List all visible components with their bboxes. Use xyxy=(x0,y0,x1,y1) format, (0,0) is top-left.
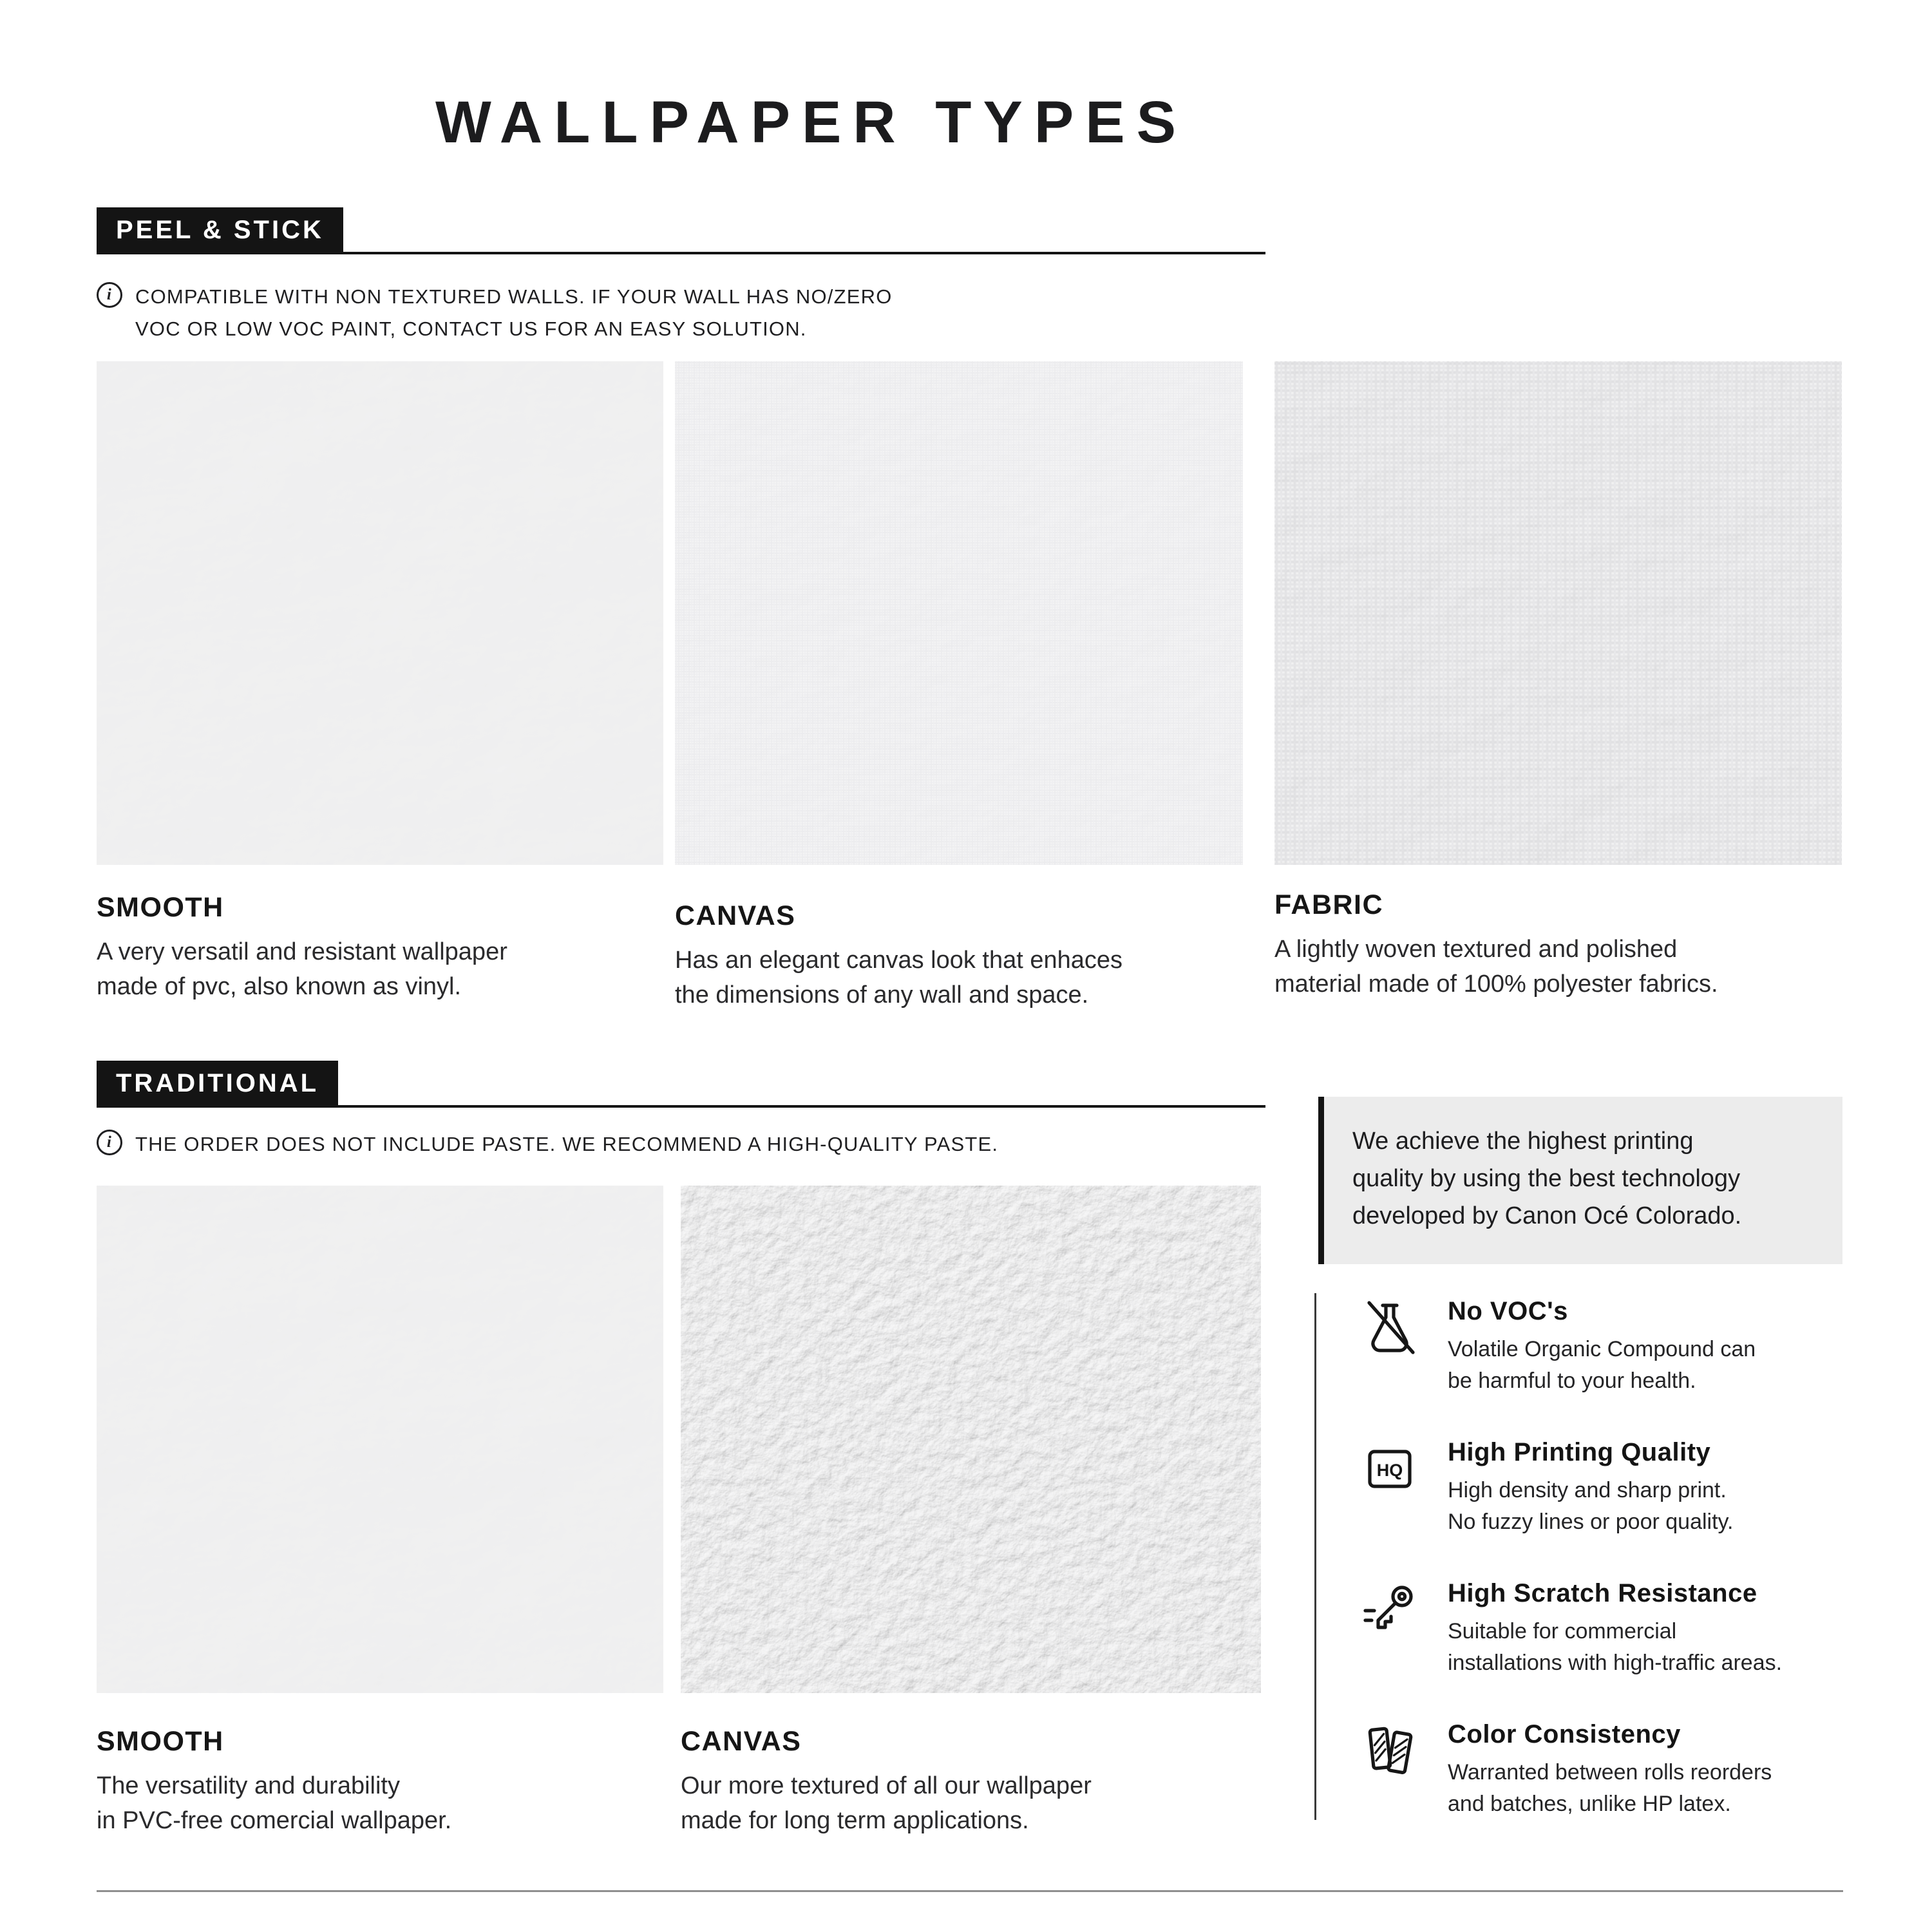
traditional-note xyxy=(97,1128,1256,1160)
swatch-name: SMOOTH xyxy=(97,1726,224,1757)
swatch-description: A very versatil and resistant wallpaper made of pvc, also known as vinyl. xyxy=(97,938,507,1000)
feature-no-voc xyxy=(1359,1297,1845,1397)
peel-stick-note xyxy=(97,281,1191,345)
feature-text xyxy=(1448,1579,1782,1679)
caption-peel-stick-fabric xyxy=(1274,889,1841,1002)
rough-canvas-texture xyxy=(681,1186,1261,1693)
peel-stick-note-text: COMPATIBLE WITH NON TEXTURED WALLS. IF YOUR WALL HAS NO/ZERO VOC OR LOW VOC PAINT, CONTACT US FOR AN EASY SOLUTION. xyxy=(135,285,893,340)
swatch-name: CANVAS xyxy=(675,900,796,931)
feature-text xyxy=(1448,1720,1772,1820)
swatch-description: The versatility and durability in PVC-free comercial wallpaper. xyxy=(97,1772,452,1834)
section-label-traditional: TRADITIONAL xyxy=(97,1061,338,1105)
feature-description: Suitable for commercial installations with high-traffic areas. xyxy=(1448,1619,1783,1675)
svg-text:HQ: HQ xyxy=(1376,1461,1403,1480)
feature-high-printing-quality xyxy=(1359,1438,1845,1538)
swatch-description: Has an elegant canvas look that enhaces the dimensions of any wall and space. xyxy=(675,947,1123,1009)
swatch-image-traditional-smooth xyxy=(97,1186,663,1693)
color-swatches-icon xyxy=(1359,1720,1421,1782)
section-label-peel-stick: PEEL & STICK xyxy=(97,207,343,252)
info-icon: i xyxy=(97,1130,122,1155)
caption-peel-stick-smooth xyxy=(97,892,650,1005)
smooth-paper-texture xyxy=(97,1186,663,1693)
swatch-description: A lightly woven textured and polished material made of 100% polyester fabrics. xyxy=(1274,936,1718,998)
caption-traditional-canvas xyxy=(681,1726,1260,1839)
feature-color-consistency xyxy=(1359,1720,1845,1820)
feature-text xyxy=(1448,1297,1756,1397)
feature-description: Volatile Organic Compound can be harmful to your health. xyxy=(1448,1337,1756,1393)
key-scratch-icon xyxy=(1359,1579,1421,1641)
feature-title: High Scratch Resistance xyxy=(1448,1579,1757,1607)
section-header-traditional xyxy=(97,1061,1265,1108)
bottom-divider xyxy=(97,1890,1843,1892)
swatch-image-peel-stick-smooth xyxy=(97,361,663,865)
info-icon: i xyxy=(97,282,122,308)
page-title: WALLPAPER TYPES xyxy=(435,90,1188,155)
feature-description: High density and sharp print. No fuzzy lines or poor quality. xyxy=(1448,1478,1734,1534)
feature-title: Color Consistency xyxy=(1448,1720,1681,1748)
smooth-vinyl-texture xyxy=(97,361,663,865)
section-header-peel-stick xyxy=(97,207,1265,254)
feature-list xyxy=(1314,1293,1845,1820)
printing-quality-statement: We achieve the highest printing quality by using the best technology developed by Canon Océ Colorado. xyxy=(1318,1097,1842,1264)
woven-fabric-texture xyxy=(1274,361,1842,865)
hq-badge-icon xyxy=(1359,1438,1421,1500)
feature-title: No VOC's xyxy=(1448,1297,1568,1325)
swatch-image-peel-stick-fabric xyxy=(1274,361,1842,865)
feature-title: High Printing Quality xyxy=(1448,1438,1711,1466)
no-voc-icon xyxy=(1359,1297,1421,1359)
feature-high-scratch-resistance xyxy=(1359,1579,1845,1679)
caption-peel-stick-canvas xyxy=(675,900,1242,1013)
traditional-note-text: THE ORDER DOES NOT INCLUDE PASTE. WE RECOMMEND A HIGH-QUALITY PASTE. xyxy=(135,1133,999,1155)
feature-description: Warranted between rolls reorders and batches, unlike HP latex. xyxy=(1448,1760,1772,1816)
feature-text xyxy=(1448,1438,1733,1538)
swatch-image-peel-stick-canvas xyxy=(675,361,1243,865)
swatch-name: FABRIC xyxy=(1274,889,1384,920)
fine-canvas-texture xyxy=(675,361,1243,865)
caption-traditional-smooth xyxy=(97,1726,650,1839)
swatch-name: CANVAS xyxy=(681,1726,802,1757)
swatch-description: Our more textured of all our wallpaper made for long term applications. xyxy=(681,1772,1092,1834)
swatch-image-traditional-canvas xyxy=(681,1186,1261,1693)
swatch-name: SMOOTH xyxy=(97,892,224,923)
